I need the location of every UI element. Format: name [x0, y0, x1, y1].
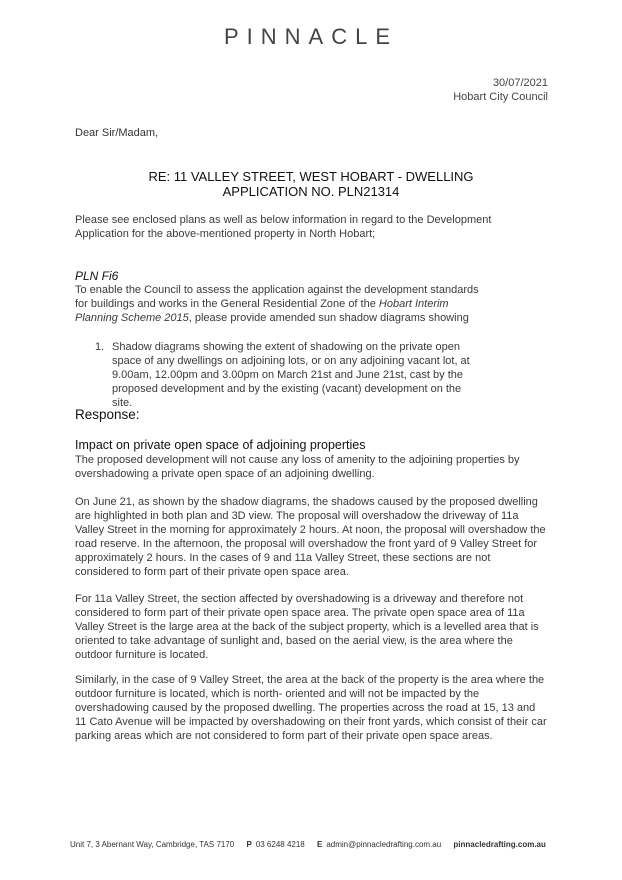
subject-line-1: RE: 11 VALLEY STREET, WEST HOBART - DWELLING — [148, 169, 474, 184]
salutation: Dear Sir/Madam, — [75, 127, 159, 139]
request-paragraph — [75, 283, 485, 325]
impact-paragraph-3: For 11a Valley Street, the section affected by overshadowing is a driveway and therefore not considered to form part of their private open space area. The private open space area of 11a Valley Street is the large area at the back of the subject property, which is a levelled area that is oriented to take advantage of sunlight and, based on the aerial view, is the area where the outdoor furniture is located. — [75, 593, 539, 661]
footer-phone: 03 6248 4218 — [255, 840, 305, 849]
letter-date: 30/07/2021 — [492, 77, 548, 89]
impact-paragraph-4: Similarly, in the case of 9 Valley Street, the area at the back of the property is the area where the outdoor furniture is located, which is north- oriented and will not be impacted by the overshadowing caused by the proposed dwelling. The properties across the road at 15, 13 and 11 Cato Avenue will be impacted by overshadowing on their front yards, which consist of their car parking areas which are not considered to form part of their private open space areas. — [75, 674, 547, 742]
footer-email[interactable]: admin@pinnacledrafting.com.au — [326, 840, 442, 849]
footer — [70, 840, 556, 849]
subject-line-2: APPLICATION NO. PLN21314 — [222, 184, 400, 199]
letter-meta — [453, 76, 548, 104]
request-text-2: , please provide amended sun shadow diagrams showing — [188, 312, 469, 324]
phone-label: P — [246, 840, 252, 849]
section-heading: PLN Fi6 — [75, 269, 119, 283]
planning-scheme-name: Hobart Interim Planning Scheme 2015 — [75, 298, 449, 324]
request-text-1: To enable the Council to assess the application against the development standards for buildings and works in the General Residential Zone of the — [75, 284, 479, 310]
footer-address: Unit 7, 3 Abernant Way, Cambridge, TAS 7170 — [70, 840, 235, 849]
response-heading: Response: — [75, 407, 140, 422]
letter-recipient: Hobart City Council — [453, 91, 548, 103]
impact-paragraph-2: On June 21, as shown by the shadow diagrams, the shadows caused by the proposed dwelling are highlighted in both plan and 3D view. The proposal will overshadow the driveway of 11a Valley Street in the morning for approximately 2 hours. At noon, the proposal will overshadow the road reserve. In the afternoon, the proposal will overshadow the front yard of 9 Valley Street for approximately 2 hours. In the cases of 9 and 11a Valley Street, these sections are not considered to form part of their private open space area. — [75, 496, 546, 578]
email-label: E — [316, 840, 323, 849]
list-text: Shadow diagrams showing the extent of shadowing on the private open space of any dwellings on adjoining lots, or on any adjoining vacant lot, at 9.00am, 12.00pm and 3.00pm on March 21st and June 21st, cast by the proposed development and by the existing (vacant) development on the site. — [112, 341, 470, 409]
intro-paragraph: Please see enclosed plans as well as below information in regard to the Development Application for the above-mentioned property in North Hobart; — [75, 214, 492, 240]
subject-line — [75, 169, 547, 199]
impact-heading: Impact on private open space of adjoining properties — [75, 438, 366, 452]
company-logo: PINNACLE — [223, 24, 399, 49]
impact-paragraph-1: The proposed development will not cause any loss of amenity to the adjoining properties by overshadowing a private open space of an adjoining dwelling. — [75, 454, 520, 480]
footer-website[interactable]: pinnacledrafting.com.au — [453, 840, 546, 849]
list-number: 1. — [95, 341, 105, 353]
